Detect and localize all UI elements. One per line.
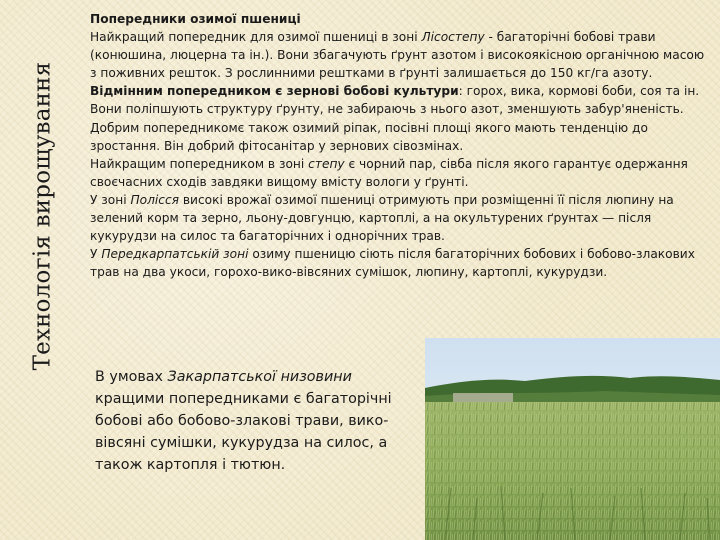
main-text	[90, 10, 708, 281]
para-text: озиму пшеницю сіють після багаторічних бобових і бобово-злакових трав на два укоси, горохо-вико-вівсяних сумішок, люпину, картоплі, кукурудзи.	[90, 247, 695, 280]
section-heading: Попередники озимої пшениці	[90, 12, 301, 26]
paragraph-precarpathian	[90, 245, 708, 281]
para-text: : горох, вика, кормові боби, соя та ін. Вони поліпшують структуру ґрунту, не забираючь з нього азот, зменшують забур'яненість.	[90, 84, 700, 117]
para-text: є чорний пар, сівба після якого гарантує одержання своєчасних сходів завдяки вищому вмісту вологи у ґрунті.	[90, 156, 688, 189]
para-italic: Передкарпатській зоні	[101, 247, 249, 262]
transcarpathia-text	[95, 366, 413, 476]
para-italic: степу	[308, 156, 345, 171]
para-italic: Лісостепу	[421, 30, 485, 45]
paragraph-polissia	[90, 191, 708, 245]
side-title: Технологія вирощування	[29, 61, 55, 371]
para-text: Найкращим попередником в зоні	[90, 156, 309, 171]
para-text: Добрим попередникомє також озимий ріпак, посівні площі якого мають тенденцію до зростання. Він добрий фітосанітар у зернових сівозмінах.	[90, 120, 648, 153]
paragraph-steppe	[90, 155, 708, 191]
distant-cliff	[453, 393, 513, 403]
wheat-ears	[425, 402, 720, 540]
paragraph-rapeseed	[90, 119, 708, 155]
side-title-container	[4, 8, 80, 424]
bottom-text-rest: кращими попередниками є багаторічні бобові або бобово-злакові трави, вико-вівсяні сумішки, кукурудза на силос, а також картопля і тютюн.	[95, 391, 392, 473]
para-italic: Полісся	[130, 192, 179, 207]
paragraph-legumes	[90, 82, 708, 118]
para-text: - багаторічні бобові трави (конюшина, люцерна та ін.). Вони збагачують ґрунт азотом і високоякісною органічною масою з поживних решток. З рослинними рештками в ґрунті залишається до 150 кг/га азоту.	[90, 30, 705, 81]
para-text: У	[90, 247, 102, 262]
bottom-text-italic: Закарпатської низовини	[167, 369, 352, 385]
bottom-text-pre: В умовах	[95, 369, 168, 385]
para-text: високі врожаї озимої пшениці отримують при розміщенні її після люпину на зелений корм та зерно, льону-довгунцю, картоплі, а на окультурених ґрунтах — після кукурудзи на силос та багаторічних і однорічних трав.	[90, 192, 674, 244]
paragraph-forest-steppe	[90, 28, 708, 82]
wheat-field-illustration	[425, 338, 720, 540]
wheat-field-photo	[425, 338, 720, 540]
para-text: Найкращий попередник для озимої пшениці в зоні	[90, 30, 422, 45]
para-text: У зоні	[90, 192, 131, 207]
para-bold: Відмінним попередником є зернові бобові культури	[90, 84, 459, 99]
